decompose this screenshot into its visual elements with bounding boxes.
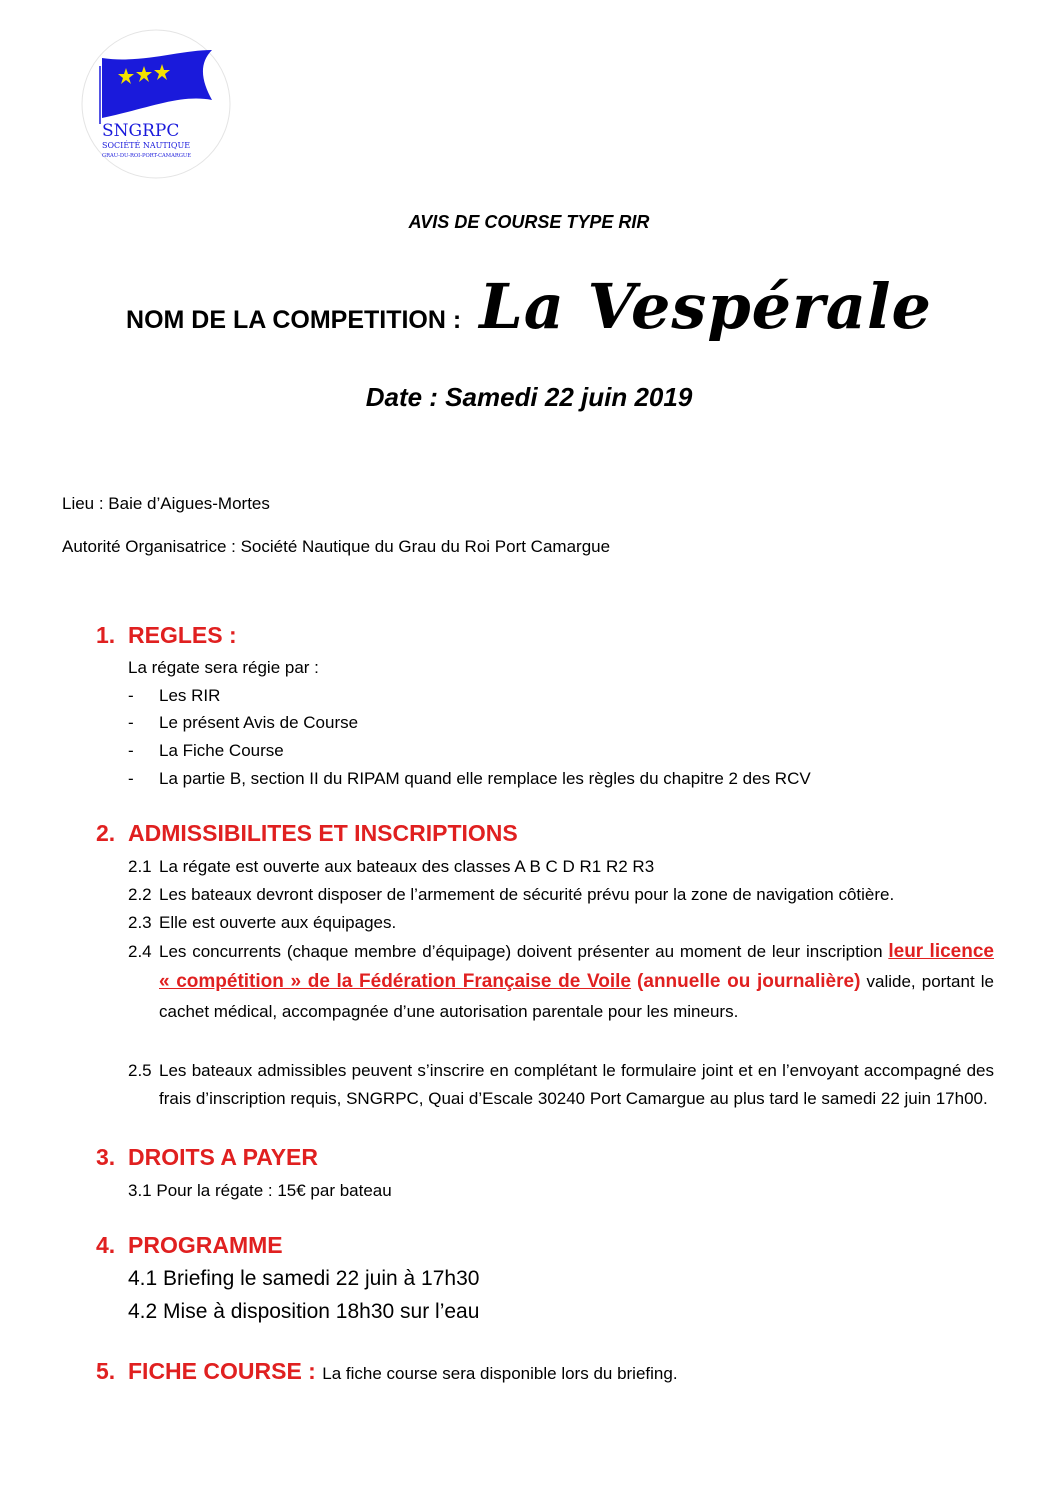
section-5-text: La fiche course sera disponible lors du briefing. [322, 1364, 678, 1383]
club-logo [80, 28, 232, 180]
event-date: Date : Samedi 22 juin 2019 [365, 382, 693, 412]
list-item: 4.1 Briefing le samedi 22 juin à 17h30 [128, 1267, 480, 1290]
licence-requirement: leur licence « compétition » de la Fédération Française de Voile [159, 941, 994, 992]
lieu: Lieu : Baie d’Aigues-Mortes [62, 494, 270, 513]
sailboat-flag-logo [80, 28, 232, 180]
list-item: 3.1 Pour la régate : 15€ par bateau [128, 1181, 392, 1200]
section-1-intro: La régate sera régie par : [128, 658, 319, 677]
list-item: 4.2 Mise à disposition 18h30 sur l’eau [128, 1300, 480, 1323]
logo-line3: GRAU-DU-ROI-PORT-CAMARGUE [102, 153, 192, 159]
logo-line2: SOCIÉTÉ NAUTIQUE [102, 141, 191, 150]
list-item: - Les RIR [128, 686, 221, 705]
list-item: - La Fiche Course [128, 741, 284, 760]
autorite-organisatrice: Autorité Organisatrice : Société Nautique du Grau du Roi Port Camargue [62, 537, 611, 556]
list-item: - La partie B, section II du RIPAM quand elle remplace les règles du chapitre 2 des RCV [128, 769, 811, 788]
competition-name: La Vespérale [479, 270, 932, 343]
competition-label: NOM DE LA COMPETITION : [126, 306, 462, 334]
list-item: 2.3 Elle est ouverte aux équipages. [128, 913, 397, 932]
section-5-heading: 5. FICHE COURSE : La fiche course sera disponible lors du briefing. [96, 1358, 678, 1384]
section-3-heading: 3. DROITS A PAYER [96, 1144, 318, 1170]
list-item: 2.1 La régate est ouverte aux bateaux des classes A B C D R1 R2 R3 [128, 857, 655, 876]
list-item: - Le présent Avis de Course [128, 713, 359, 732]
competition-row [0, 270, 1058, 343]
list-item: 2.5 Les bateaux admissibles peuvent s’inscrire en complétant le formulaire joint et en l’envoyant accompagné des frais d’inscription requis, SNGRPC, Quai d’Escale 30240 Port Camargue au plus tard le samedi 22 juin 17h00. [128, 1061, 994, 1108]
section-4-heading: 4. PROGRAMME [96, 1232, 283, 1258]
list-item: 2.2 Les bateaux devront disposer de l’armement de sécurité prévu pour la zone de navigation côtière. [128, 885, 895, 904]
document-subtitle: AVIS DE COURSE TYPE RIR [408, 212, 650, 232]
section-2-heading: 2. ADMISSIBILITES ET INSCRIPTIONS [96, 820, 518, 846]
list-item: 2.4 Les concurrents (chaque membre d’équipage) doivent présenter au moment de leur inscription leur licence « compétition » de la Fédération Française de Voile (annuelle ou journalière) valide, portant le cachet médical, accompagnée d’une autorisation parentale pour les mineurs. [128, 941, 994, 1021]
logo-name: SNGRPC [102, 121, 180, 141]
section-1-heading: 1. REGLES : [96, 622, 237, 648]
